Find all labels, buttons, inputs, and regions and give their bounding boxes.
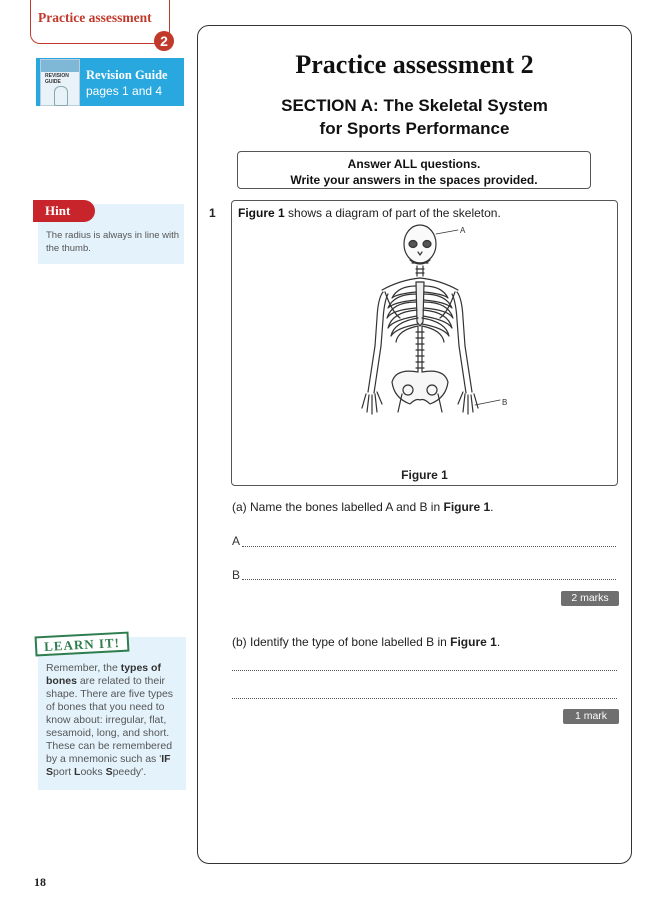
instruction-line1: Answer ALL questions. <box>347 157 481 171</box>
figure-caption: Figure 1 <box>401 468 448 482</box>
answer-a-line[interactable] <box>242 545 616 547</box>
question-number: 1 <box>209 206 216 220</box>
marks-badge-b: 1 mark <box>563 709 619 724</box>
instruction-line2: Write your answers in the spaces provided. <box>290 173 538 187</box>
answer-b-letter: B <box>232 568 241 582</box>
figure-intro: Figure 1 shows a diagram of part of the skeleton. <box>238 206 501 220</box>
skeleton-diagram <box>330 222 510 462</box>
section-title <box>197 94 632 140</box>
revision-guide-book-label: REVISION GUIDE <box>45 73 69 85</box>
answer-a-letter: A <box>232 534 241 548</box>
hint-text: The radius is always in line with the thumb. <box>46 230 180 254</box>
marks-badge-a: 2 marks <box>561 591 619 606</box>
hint-label: Hint <box>33 200 95 222</box>
page-title: Practice assessment 2 <box>295 50 534 79</box>
learn-it-text: Remember, the types of bones are related to their shape. There are five types of bones that you need to know about: irregular, flat, sesamoid, long, and short. These can be remembered by a mnemonic such as 'IF Sport Looks Speedy'. <box>46 662 174 778</box>
figure-label-b: B <box>502 398 508 407</box>
answer-part-b-line2[interactable] <box>232 697 617 699</box>
header-tab-number-badge: 2 <box>154 31 174 51</box>
header-tab-title: Practice assessment <box>38 10 152 25</box>
page-number: 18 <box>34 875 46 889</box>
revision-guide-title: Revision Guide <box>86 68 168 82</box>
question-part-a: (a) Name the bones labelled A and B in Figure 1. <box>232 500 494 514</box>
learn-it-label: LEARN IT! <box>35 632 130 657</box>
section-title-line1: SECTION A: The Skeletal System <box>281 96 548 115</box>
revision-guide-pages: pages 1 and 4 <box>86 84 163 98</box>
answer-part-b-line1[interactable] <box>232 669 617 671</box>
figure-label-a: A <box>460 226 466 235</box>
answer-b-line[interactable] <box>242 578 616 580</box>
revision-guide-book-icon <box>40 59 80 106</box>
question-part-b: (b) Identify the type of bone labelled B in Figure 1. <box>232 635 501 649</box>
section-title-line2: for Sports Performance <box>319 119 510 138</box>
